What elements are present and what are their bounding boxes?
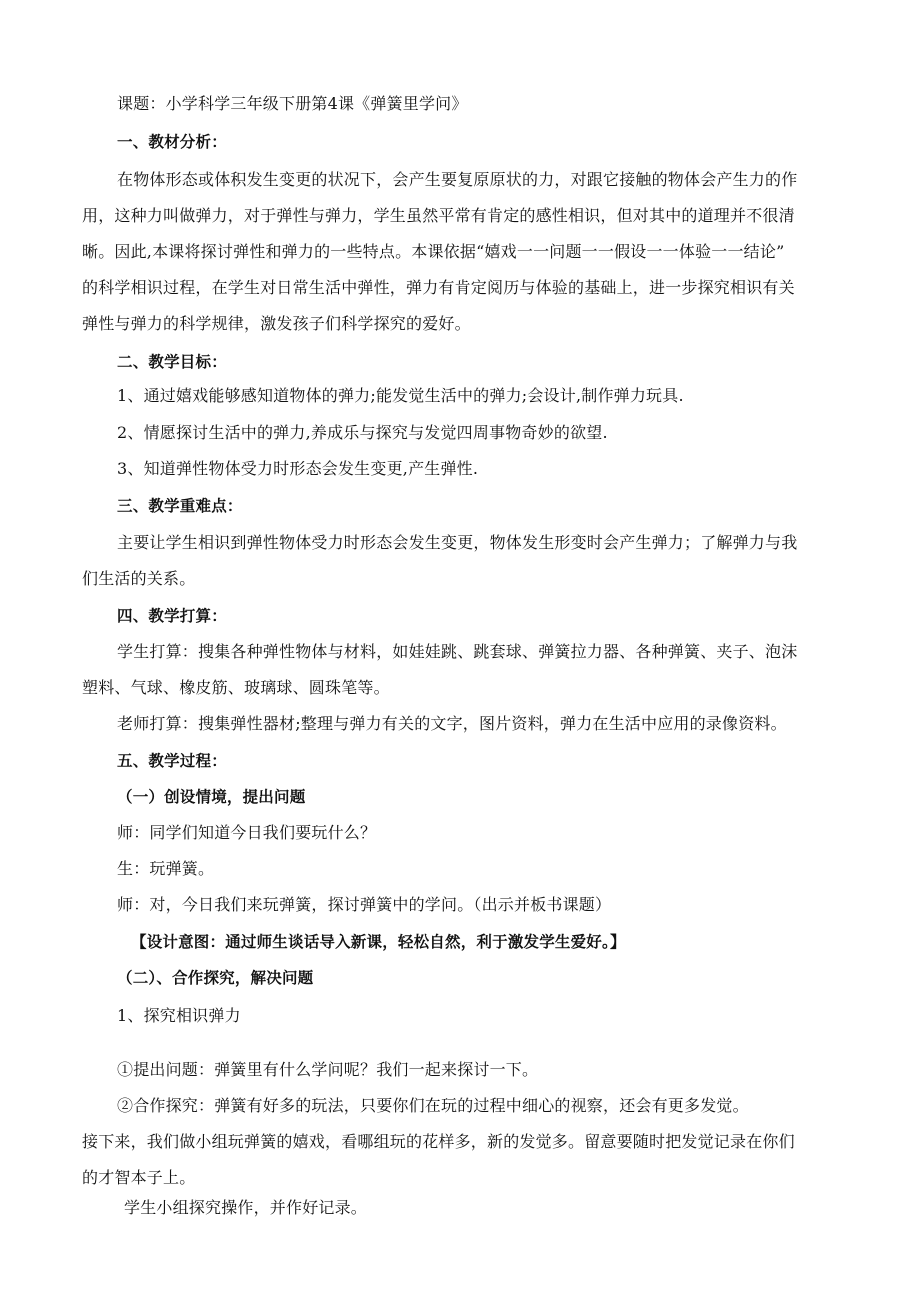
subheading-cooperative-inquiry: （二）、合作探究，解决问题 <box>117 969 314 987</box>
paragraph-line: 用，这种力叫做弹力，对于弹性与弹力，学生虽然平常有肯定的感性相识，但对其中的道理并不很清 <box>82 206 795 225</box>
step-heading: 1、探究相识弹力 <box>117 1006 241 1025</box>
question-line: ①提出问题：弹簧里有什么学问呢？我们一起来探讨一下。 <box>117 1060 539 1079</box>
paragraph-line: 学生小组探究操作，并作好记录。 <box>124 1198 368 1217</box>
goal-item: 3、知道弹性物体受力时形态会发生变更,产生弹性. <box>117 459 479 478</box>
paragraph-line: 弹性与弹力的科学规律，激发孩子们科学探究的爱好。 <box>82 314 471 333</box>
dialog-line: 生：玩弹簧。 <box>117 859 215 878</box>
paragraph-line: 接下来，我们做小组玩弹簧的嬉戏，看哪组玩的花样多，新的发觉多。留意要随时把发觉记录在你们 <box>82 1132 795 1151</box>
section-heading-process: 五、教学过程： <box>117 752 227 770</box>
paragraph-line: 们生活的关系。 <box>82 569 196 588</box>
dialog-line: 师：对，今日我们来玩弹簧，探讨弹簧中的学问。（出示并板书课题） <box>117 895 612 914</box>
student-prep-line: 学生打算：搜集各种弹性物体与材料，如娃娃跳、跳套球、弹簧拉力器、各种弹簧、夹子、泡沫 <box>117 642 798 661</box>
teacher-prep-line: 老师打算：搜集弹性器材;整理与弹力有关的文字，图片资料，弹力在生活中应用的录像资料。 <box>117 714 787 733</box>
paragraph-line: 晰。因此,本课将探讨弹性和弹力的一些特点。本课依据“嬉戏一一问题一一假设一一体验一一结论” <box>82 242 785 261</box>
paragraph-line: 的科学相识过程，在学生对日常生活中弹性，弹力有肯定阅历与体验的基础上，进一步探究相识有关 <box>82 278 795 297</box>
subheading-create-situation: （一）创设情境，提出问题 <box>117 788 306 806</box>
goal-item: 2、情愿探讨生活中的弹力,养成乐与探究与发觉四周事物奇妙的欲望. <box>117 423 608 442</box>
design-intent-note: 【设计意图：通过师生谈话导入新课，轻松自然，利于激发学生爱好。】 <box>131 933 626 951</box>
paragraph-line: 的才智本子上。 <box>82 1168 196 1187</box>
section-heading-teaching-goals: 二、教学目标： <box>117 353 227 371</box>
section-heading-preparation: 四、教学打算： <box>117 607 227 625</box>
lesson-title: 课题：小学科学三年级下册第4课《弹簧里学问》 <box>117 94 468 113</box>
section-heading-key-points: 三、教学重难点： <box>117 497 243 515</box>
section-heading-material-analysis: 一、教材分析： <box>117 133 227 151</box>
paragraph-line: 在物体形态或体积发生变更的状况下，会产生要复原原状的力，对跟它接触的物体会产生力的作 <box>117 170 798 189</box>
inquiry-line: ②合作探究：弹簧有好多的玩法，只要你们在玩的过程中细心的视察，还会有更多发觉。 <box>117 1096 749 1115</box>
paragraph-line: 主要让学生相识到弹性物体受力时形态会发生变更，物体发生形变时会产生弹力；了解弹力与我 <box>117 533 798 552</box>
goal-item: 1、通过嬉戏能够感知道物体的弹力;能发觉生活中的弹力;会设计,制作弹力玩具. <box>117 386 684 405</box>
student-prep-line: 塑料、气球、橡皮筋、玻璃球、圆珠笔等。 <box>82 678 390 697</box>
dialog-line: 师：同学们知道今日我们要玩什么？ <box>117 823 377 842</box>
